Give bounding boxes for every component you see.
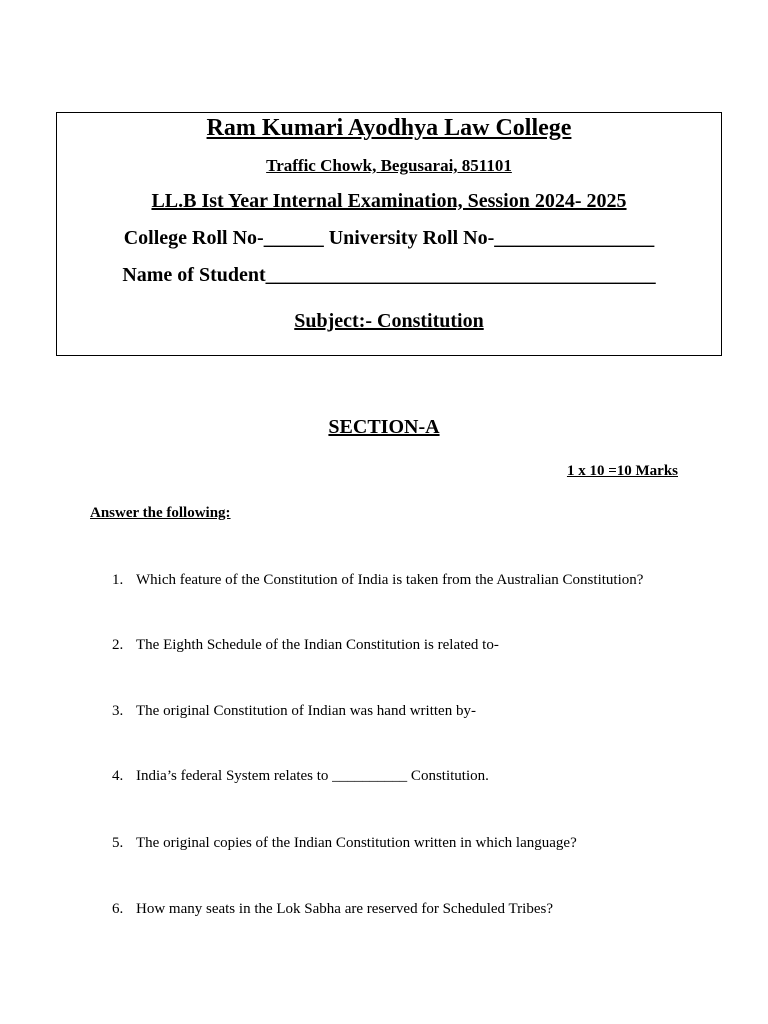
question-item <box>112 637 499 654</box>
question-text: India’s federal System relates to __________ Constitution. <box>136 768 489 784</box>
exam-title: LL.B Ist Year Internal Examination, Session 2024- 2025 <box>151 190 627 212</box>
question-text: The original Constitution of Indian was hand written by- <box>136 703 476 719</box>
section-title: SECTION-A <box>328 416 440 438</box>
question-text: Which feature of the Constitution of India is taken from the Australian Constitution? <box>136 572 644 588</box>
question-number: 5. <box>112 835 124 851</box>
subject-title: Subject:- Constitution <box>294 310 484 332</box>
question-number: 4. <box>112 768 124 784</box>
college-name: Ram Kumari Ayodhya Law College <box>206 115 572 141</box>
question-item <box>112 768 489 785</box>
question-number: 1. <box>112 572 124 588</box>
question-text: The Eighth Schedule of the Indian Constitution is related to- <box>136 637 499 653</box>
question-text: How many seats in the Lok Sabha are reserved for Scheduled Tribes? <box>136 901 553 917</box>
college-address: Traffic Chowk, Begusarai, 851101 <box>266 156 512 175</box>
question-number: 6. <box>112 901 124 917</box>
question-text: The original copies of the Indian Constitution written in which language? <box>136 835 577 851</box>
question-item <box>112 572 643 589</box>
exam-header-box <box>56 112 722 356</box>
question-item <box>112 703 476 720</box>
question-item <box>112 835 577 852</box>
student-name-line: Name of Student_______________________________________ <box>122 264 656 286</box>
roll-number-line: College Roll No-______ University Roll No-________________ <box>123 227 655 249</box>
instruction-text: Answer the following: <box>90 505 231 521</box>
question-number: 2. <box>112 637 124 653</box>
question-item <box>112 901 553 918</box>
question-number: 3. <box>112 703 124 719</box>
marks-allocation: 1 x 10 =10 Marks <box>566 463 678 479</box>
